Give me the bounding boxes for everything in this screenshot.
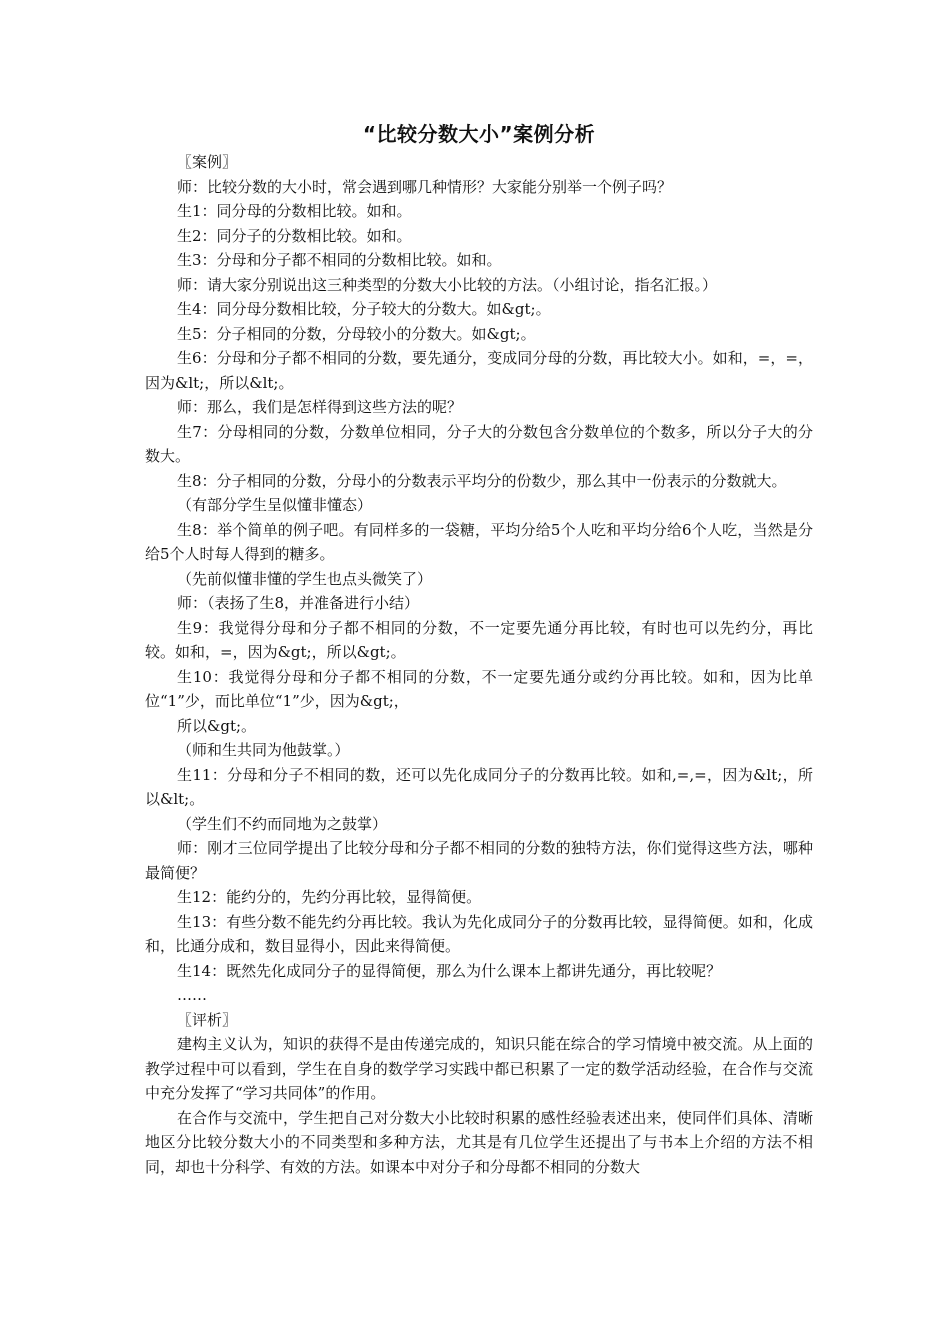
paragraph: 生12：能约分的，先约分再比较，显得简便。	[177, 888, 482, 906]
section-heading-analysis: 〖评析〗	[177, 1010, 238, 1029]
paragraph: 师：比较分数的大小时，常会遇到哪几种情形？大家能分别举一个例子吗？	[177, 177, 673, 196]
paragraph: 师：那么，我们是怎样得到这些方法的呢？	[177, 398, 463, 416]
paragraph: 生2：同分子的分数相比较。如和。	[177, 226, 412, 245]
paragraph: 建构主义认为，知识的获得不是由传递完成的，知识只能在综合的学习情境中被交流。从上面的教学过程中可以看到，学生在自身的数学学习实践中都已积累了一定的数学活动经验，在合作与交流中充分发挥了“学习共同体”的作用。	[145, 1035, 813, 1102]
paragraph: 生3：分母和分子都不相同的分数相比较。如和。	[177, 251, 502, 269]
document-body	[145, 150, 813, 1179]
ellipsis: ……	[177, 986, 207, 1004]
document-page	[145, 118, 813, 1179]
paragraph: 师：刚才三位同学提出了比较分母和分子都不相同的分数的独特方法，你们觉得这些方法，哪种最简便？	[145, 839, 813, 882]
paragraph: 在合作与交流中，学生把自己对分数大小比较时积累的感性经验表述出来，使同伴们具体、清晰地区分比较分数大小的不同类型和多种方法，尤其是有几位学生还提出了与书本上介绍的方法不相同，却也十分科学、有效的方法。如课本中对分子和分母都不相同的分数大	[145, 1108, 813, 1176]
paragraph: 所以&gt;。	[177, 716, 257, 735]
paragraph: 生4：同分母分数相比较，分子较大的分数大。如&gt;。	[177, 300, 551, 318]
paragraph: （学生们不约而同地为之鼓掌）	[177, 814, 388, 833]
paragraph: 生13：有些分数不能先约分再比较。我认为先化成同分子的分数再比较，显得简便。如和，化成和，比通分成和，数目显得小，因此来得简便。	[145, 912, 813, 955]
paragraph: （师和生共同为他鼓掌。）	[177, 741, 350, 759]
paragraph: 生8：举个简单的例子吧。有同样多的一袋糖，平均分给5个人吃和平均分给6个人吃，当然是分给5个人时每人得到的糖多。	[145, 520, 813, 563]
paragraph: 生14：既然先化成同分子的显得简便，那么为什么课本上都讲先通分，再比较呢？	[177, 961, 722, 980]
section-heading-case: 〖案例〗	[177, 153, 238, 171]
paragraph: 生1：同分母的分数相比较。如和。	[177, 202, 412, 220]
document-title: “比较分数大小”案例分析	[362, 122, 596, 146]
paragraph: 生10：我觉得分母和分子都不相同的分数，不一定要先通分或约分再比较。如和，因为比单位“1”少，而比单位“1”少，因为&gt;，	[145, 667, 813, 710]
paragraph: 生9：我觉得分母和分子都不相同的分数，不一定要先通分再比较，有时也可以先约分，再比较。如和，=，因为&gt;，所以&gt;。	[145, 618, 813, 661]
paragraph: 生11：分母和分子不相同的数，还可以先化成同分子的分数再比较。如和,=,=，因为&lt;，所以&lt;。	[145, 765, 813, 808]
paragraph: （有部分学生呈似懂非懂态）	[177, 496, 373, 514]
paragraph: 生5：分子相同的分数，分母较小的分数大。如&gt;。	[177, 324, 536, 343]
paragraph: 师：（表扬了生8，并准备进行小结）	[177, 594, 420, 612]
paragraph: 师：请大家分别说出这三种类型的分数大小比较的方法。（小组讨论，指名汇报。）	[177, 275, 718, 294]
paragraph: 生7：分母相同的分数，分数单位相同，分子大的分数包含分数单位的个数多，所以分子大的分数大。	[145, 422, 813, 465]
paragraph: 生8：分子相同的分数，分母小的分数表示平均分的份数少，那么其中一份表示的分数就大。	[177, 471, 787, 490]
paragraph: 生6：分母和分子都不相同的分数，要先通分，变成同分母的分数，再比较大小。如和，=，=，因为&lt;，所以&lt;。	[145, 349, 813, 392]
paragraph: （先前似懂非懂的学生也点头微笑了）	[177, 569, 433, 588]
